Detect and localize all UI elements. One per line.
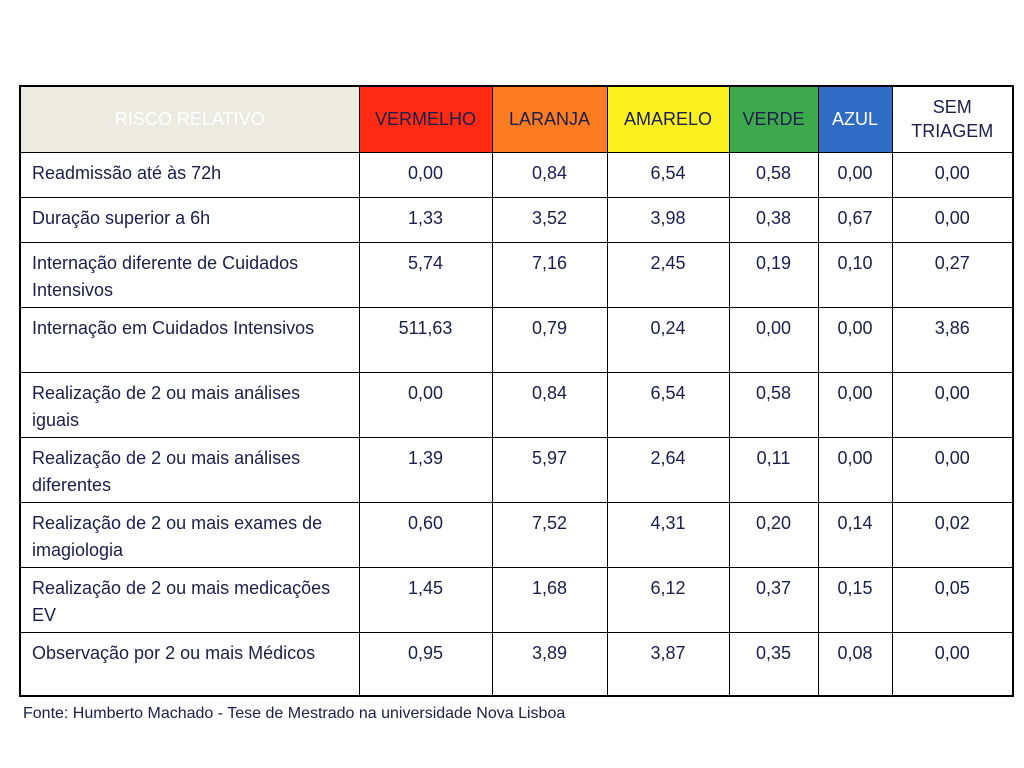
row-value-cell: 1,33: [359, 197, 492, 242]
row-value-cell: 0,00: [892, 372, 1013, 437]
header-amarelo: AMARELO: [607, 86, 729, 152]
row-value-cell: 0,67: [818, 197, 892, 242]
row-value-cell: 0,00: [818, 152, 892, 197]
row-label: Realização de 2 ou mais análises diferentes: [20, 437, 359, 502]
row-label: Duração superior a 6h: [20, 197, 359, 242]
header-laranja: LARANJA: [492, 86, 607, 152]
row-value-cell: 6,54: [607, 152, 729, 197]
header-azul: AZUL: [818, 86, 892, 152]
row-value-cell: 0,38: [729, 197, 818, 242]
table-row: [20, 307, 1013, 372]
row-value-cell: 5,74: [359, 242, 492, 307]
row-value-cell: 0,00: [892, 437, 1013, 502]
table-body: [20, 152, 1013, 696]
row-value-cell: 0,84: [492, 372, 607, 437]
row-label: Realização de 2 ou mais análises iguais: [20, 372, 359, 437]
row-value-cell: 1,39: [359, 437, 492, 502]
row-value-cell: 3,89: [492, 632, 607, 696]
row-value-cell: 0,00: [818, 437, 892, 502]
row-value-cell: 0,08: [818, 632, 892, 696]
table-row: [20, 242, 1013, 307]
row-value-cell: 4,31: [607, 502, 729, 567]
table-row: [20, 567, 1013, 632]
row-value-cell: 0,00: [892, 632, 1013, 696]
row-value-cell: 5,97: [492, 437, 607, 502]
row-value-cell: 0,11: [729, 437, 818, 502]
row-value-cell: 0,79: [492, 307, 607, 372]
row-value-cell: 0,00: [892, 152, 1013, 197]
row-value-cell: 0,37: [729, 567, 818, 632]
relative-risk-table: [19, 85, 1014, 697]
row-label: Readmissão até às 72h: [20, 152, 359, 197]
header-risk-relativo: RISCO RELATIVO: [20, 86, 359, 152]
row-value-cell: 2,64: [607, 437, 729, 502]
row-value-cell: 3,98: [607, 197, 729, 242]
header-vermelho: VERMELHO: [359, 86, 492, 152]
row-value-cell: 0,15: [818, 567, 892, 632]
row-value-cell: 3,52: [492, 197, 607, 242]
row-value-cell: 0,27: [892, 242, 1013, 307]
row-value-cell: 0,58: [729, 372, 818, 437]
row-value-cell: 0,00: [729, 307, 818, 372]
row-value-cell: 6,12: [607, 567, 729, 632]
row-value-cell: 0,00: [359, 152, 492, 197]
row-value-cell: 3,87: [607, 632, 729, 696]
table-row: [20, 372, 1013, 437]
row-label: Internação em Cuidados Intensivos: [20, 307, 359, 372]
row-value-cell: 3,86: [892, 307, 1013, 372]
row-value-cell: 0,02: [892, 502, 1013, 567]
row-value-cell: 0,14: [818, 502, 892, 567]
row-value-cell: 0,60: [359, 502, 492, 567]
header-sem-triagem: SEM TRIAGEM: [892, 86, 1013, 152]
row-value-cell: 0,84: [492, 152, 607, 197]
table-row: [20, 502, 1013, 567]
row-value-cell: 7,52: [492, 502, 607, 567]
row-value-cell: 511,63: [359, 307, 492, 372]
row-value-cell: 0,00: [892, 197, 1013, 242]
table-row: [20, 437, 1013, 502]
row-value-cell: 0,00: [359, 372, 492, 437]
header-verde: VERDE: [729, 86, 818, 152]
row-label: Realização de 2 ou mais exames de imagiologia: [20, 502, 359, 567]
row-value-cell: 0,00: [818, 307, 892, 372]
row-value-cell: 0,58: [729, 152, 818, 197]
row-value-cell: 7,16: [492, 242, 607, 307]
table-row: [20, 197, 1013, 242]
row-label: Realização de 2 ou mais medicações EV: [20, 567, 359, 632]
row-label: Internação diferente de Cuidados Intensivos: [20, 242, 359, 307]
table-row: [20, 152, 1013, 197]
row-value-cell: 0,10: [818, 242, 892, 307]
row-value-cell: 2,45: [607, 242, 729, 307]
row-value-cell: 0,20: [729, 502, 818, 567]
row-value-cell: 0,35: [729, 632, 818, 696]
row-value-cell: 6,54: [607, 372, 729, 437]
table-row: [20, 632, 1013, 696]
row-value-cell: 0,95: [359, 632, 492, 696]
row-value-cell: 1,68: [492, 567, 607, 632]
row-label: Observação por 2 ou mais Médicos: [20, 632, 359, 696]
row-value-cell: 0,19: [729, 242, 818, 307]
source-note: Fonte: Humberto Machado - Tese de Mestrado na universidade Nova Lisboa: [23, 705, 566, 722]
row-value-cell: 0,00: [818, 372, 892, 437]
row-value-cell: 0,05: [892, 567, 1013, 632]
row-value-cell: 0,24: [607, 307, 729, 372]
row-value-cell: 1,45: [359, 567, 492, 632]
header-row: [20, 86, 1013, 152]
